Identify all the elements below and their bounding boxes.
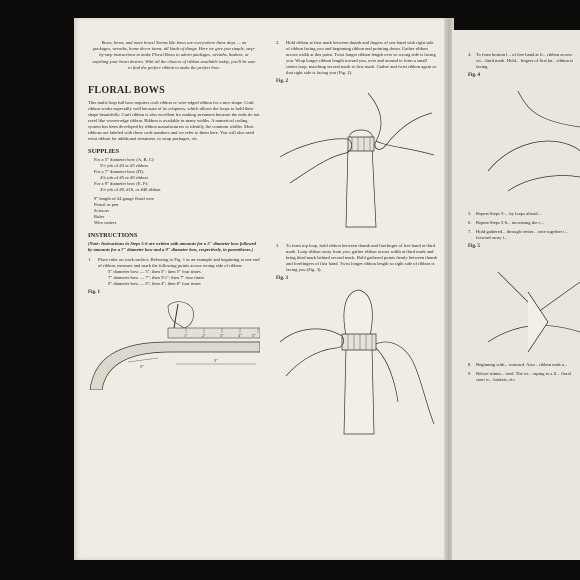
ruler-mark: 5"	[252, 333, 256, 339]
instructions-note: (Note: Instructions in Steps 5-6 are written with amounts for a 5" diameter bow followed by amounts for a 7" diameter bow and a 9" diameter bow, respectively, in parentheses.)	[88, 241, 256, 253]
fig-2-illustration	[276, 87, 438, 237]
page-title: FLORAL BOWS	[88, 85, 165, 97]
step-text: Before trimm... toed. The wi... taping to a fl... floral stem w... baskets, etc.	[476, 371, 571, 382]
measurement-lines	[108, 269, 260, 287]
supply-item: For a 5" diameter bow (A, B, C):	[94, 157, 155, 163]
step-4	[468, 52, 580, 70]
step-number: 8.	[468, 362, 472, 367]
step-number: 4.	[468, 52, 472, 57]
step-text: Repeat Steps 5-6... increasing the c...	[476, 220, 544, 225]
ruler-shape	[168, 328, 260, 338]
step-text: Place ruler on work surface. Referring to Fig. 1 as an example and beginning at one end of ribbon, measure and mark the following points across wrong side of ribbon:	[98, 257, 260, 269]
description-text: This multi-loop full bow requires craft ribbon or wire-edged ribbon for a nice shape. Craft ribbon works especially well because of its crispness, which allows the loops to hold their shape beautifully. Craft ribbon is also excellent for making streamers because the ends do not ravel like woven-edge ribbon. Ribbon is available in many widths. A numerical coding system has been developed by ribbon manufacturers to identify the common widths. Most ribbons are labeled with these code numbers and we refer to them here. You will also need extra ribbon for additional streamers, to wrap packages, etc.	[88, 100, 260, 142]
step-text: Repeat Steps 5-... by loops alread...	[476, 211, 541, 216]
fig-1-label: Fig. 1	[88, 290, 100, 296]
step-text: Hold ribbon at first mark between thumb and fingers of one hand with right side of ribbon facing you and beginning ribbon end pointing down. Gather ribbon across width at this point. Twist longer ribbon length over so wrong side is facing you. Wrap longer ribbon length toward you, over and around to form a small center loop, matching second mark to first mark. Gather and twist ribbon again so that right side is facing you (Fig. 2).	[286, 40, 437, 75]
step-number: 1.	[88, 257, 92, 263]
step-text: To form top loop, hold ribbon between thumb and forefinger of free hand at third mark. Loop ribbon away from you; gather ribbon across width at third mark and bring third mark behind second mark. Hold gathered points firmly between thumb and forefingers of first hand. Twist longer ribbon length so right side of ribbon is facing you (Fig. 3).	[286, 243, 438, 272]
ruler-mark: 1"	[184, 333, 188, 339]
measurement-line: 5" diameter bow — 5"; then 5"; then 5" four times	[108, 269, 201, 275]
fig-5-label: Fig. 5	[468, 244, 480, 249]
hand-shape	[280, 139, 352, 183]
dimension-label: 5"	[140, 364, 145, 370]
instructions-heading: INSTRUCTIONS	[88, 232, 138, 240]
fig-2-label: Fig. 2	[276, 79, 288, 84]
measurement-line: 7" diameter bow — 7"; then 5½"; then 7" four times	[108, 275, 205, 281]
step-1	[88, 257, 260, 287]
right-column	[468, 52, 580, 386]
dimension-label: 5"	[214, 358, 219, 364]
middle-column	[276, 40, 438, 444]
loop-shape	[344, 290, 372, 336]
ribbon-shape	[90, 342, 260, 390]
hand-shape	[168, 302, 194, 328]
step-3	[276, 243, 438, 273]
ruler-mark: 4"	[238, 333, 242, 339]
supply-item: Scissors	[94, 208, 110, 214]
ribbon-shape	[498, 272, 580, 312]
fig-4-illustration	[468, 81, 580, 211]
supply-item: 5½ yds of #3 or #5 ribbon	[100, 163, 148, 169]
supply-item: For a 7" diameter bow (D):	[94, 169, 144, 175]
supplies-list	[88, 157, 260, 226]
step-2	[276, 40, 438, 76]
supply-item: For a 9" diameter bow (E, F):	[94, 181, 149, 187]
step-number: 5.	[468, 211, 472, 216]
step-text: To form bottom l... of free hand at fi... ribbon across wi... third mark. Hold... fingers of first ha... ribbon is facing	[476, 52, 574, 69]
supplies-heading: SUPPLIES	[88, 148, 120, 156]
left-column	[88, 40, 260, 390]
step-7	[468, 229, 580, 241]
fig-4-label: Fig. 4	[468, 73, 480, 78]
supply-item: Pencil or pen	[94, 202, 119, 208]
step-9	[468, 371, 580, 383]
step-8	[468, 362, 580, 368]
step-text: Hold gathered... through center... wire together t... forward away f...	[476, 229, 568, 240]
step-number: 9.	[468, 371, 472, 376]
intro-text: Bows, bows, and more bows! Seems like bows are everywhere these days — on packages, wreaths, home decor items, all kinds of things. Here we give you simple, step-by-step instructions to make Floral Bows to adorn packages, wreaths, baskets, or anything your heart desires. With all the choices of ribbon available today, you'll be sure to find the perfect ribbon to make the perfect bow.	[92, 40, 256, 70]
ribbon-shape	[344, 348, 374, 434]
supply-item: 4⅛ yds of #5 or #9 ribbon	[100, 175, 148, 181]
ruler-mark: 3"	[220, 333, 224, 339]
fig-1-illustration	[88, 298, 260, 390]
step-number: 2.	[276, 40, 280, 45]
hand-shape	[488, 141, 580, 171]
supply-item: Wire cutters	[94, 220, 117, 226]
step-number: 7.	[468, 229, 472, 234]
ruler-mark: 2"	[202, 333, 206, 339]
hand-shape	[368, 93, 432, 149]
hand-shape	[376, 342, 434, 424]
measurement-line: 9" diameter bow — 8"; then 4"; then 8" four times	[108, 281, 201, 287]
step-6	[468, 220, 580, 226]
fig-3-illustration	[276, 284, 438, 444]
fig-5-illustration	[468, 252, 580, 362]
ribbon-shape	[346, 147, 376, 227]
hand-shape	[280, 329, 344, 376]
step-number: 6.	[468, 220, 472, 225]
supply-item: Ruler	[94, 214, 105, 220]
step-number: 3.	[276, 243, 280, 248]
step-text: Beginning with... outward. Arra... ribbon ends a...	[476, 362, 568, 367]
supply-item: 4⅛ yds of #9, #16, or #40 ribbon	[100, 187, 161, 193]
step-5	[468, 211, 580, 217]
fig-3-label: Fig. 3	[276, 276, 288, 281]
supply-item: 9" length of 24 gauge floral wire	[94, 196, 155, 202]
